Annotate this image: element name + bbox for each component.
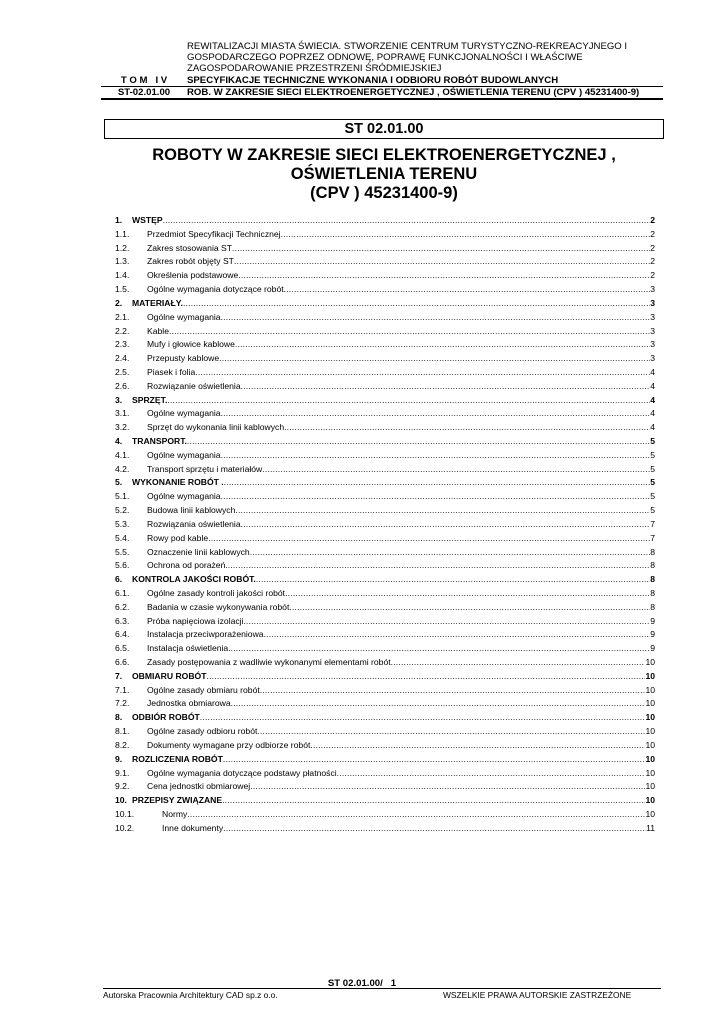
toc-entry-number: 6.1. <box>115 587 130 598</box>
toc-entry-page: 10 <box>645 670 655 681</box>
toc-entry[interactable] <box>115 601 655 615</box>
toc-dot-leader <box>310 739 645 753</box>
toc-entry-title: Piasek i folia <box>147 366 196 377</box>
toc-entry[interactable] <box>115 352 655 366</box>
toc-dot-leader <box>256 573 650 587</box>
toc-entry-title: WSTĘP <box>132 215 163 225</box>
toc-entry[interactable] <box>115 615 655 629</box>
toc-dot-leader <box>223 822 646 836</box>
toc-dot-leader <box>234 255 650 269</box>
toc-entry[interactable] <box>115 767 655 781</box>
toc-entry-title: Normy <box>162 808 188 819</box>
toc-entry[interactable] <box>115 753 655 767</box>
toc-entry-title: Inne dokumenty <box>162 822 224 833</box>
toc-dot-leader <box>187 808 645 822</box>
toc-entry[interactable] <box>115 242 655 256</box>
toc-entry[interactable] <box>115 297 655 311</box>
toc-entry[interactable] <box>115 283 655 297</box>
toc-entry[interactable] <box>115 780 655 794</box>
toc-entry-title: Zakres stosowania ST <box>147 242 233 253</box>
toc-entry[interactable] <box>115 449 655 463</box>
document-title-line: OŚWIETLENIA TERENU <box>290 165 478 183</box>
header-project-line: REWITALIZACJI MIASTA ŚWIECIA. STWORZENIE CENTRUM TURYSTYCZNO-REKREACYJNEGO I <box>187 41 628 52</box>
toc-entry-title: ROZLICZENIA ROBÓT <box>132 753 223 764</box>
toc-dot-leader <box>195 366 650 380</box>
toc-dot-leader <box>289 601 650 615</box>
toc-entry-title: OBMIARU ROBÓT <box>132 670 207 681</box>
toc-entry-page: 10 <box>645 781 655 792</box>
toc-entry-number: 6.5. <box>115 643 130 654</box>
toc-entry[interactable] <box>115 573 655 587</box>
toc-dot-leader <box>221 490 651 504</box>
toc-entry-number: 10.2. <box>115 822 135 833</box>
toc-entry-number: 2.5. <box>115 366 130 377</box>
toc-entry-page: 4 <box>650 408 655 419</box>
toc-entry-title: SPRZĘT. <box>132 394 168 405</box>
toc-dot-leader <box>224 476 651 490</box>
toc-dot-leader <box>235 338 650 352</box>
toc-entry-page: 11 <box>646 822 655 833</box>
toc-dot-leader <box>260 684 646 698</box>
toc-entry-title: ODBIÓR ROBÓT <box>132 712 200 723</box>
toc-dot-leader <box>219 352 650 366</box>
document-title-line: ROBOTY W ZAKRESIE SIECI ELEKTROENERGETYCZNEJ , <box>152 146 616 164</box>
toc-entry-number: 4.1. <box>115 449 130 460</box>
toc-entry-number: 9. <box>115 753 123 764</box>
toc-entry-page: 4 <box>650 366 655 377</box>
toc-entry-title: Zasady postępowania z wadliwie wykonanymi elementami robót <box>147 657 391 667</box>
toc-dot-leader <box>200 711 646 725</box>
toc-entry[interactable] <box>115 380 655 394</box>
toc-entry-number: 10.1. <box>115 808 135 819</box>
toc-entry[interactable] <box>115 463 655 477</box>
toc-entry-page: 10 <box>645 795 655 806</box>
toc-entry-number: 2.2. <box>115 325 130 336</box>
toc-entry-page: 2 <box>650 242 655 253</box>
toc-entry-page: 5 <box>650 491 655 502</box>
toc-entry-page: 4 <box>650 422 655 433</box>
document-title <box>104 146 664 203</box>
toc-entry-page: 3 <box>650 353 655 364</box>
toc-entry-number: 5. <box>115 477 123 488</box>
toc-entry-number: 1.4. <box>115 270 130 281</box>
toc-dot-leader <box>187 435 650 449</box>
toc-entry-title: Cena jednostki obmiarowej <box>147 781 251 792</box>
toc-dot-leader <box>221 311 651 325</box>
toc-entry[interactable] <box>115 435 655 449</box>
toc-entry[interactable] <box>115 228 655 242</box>
header-code-row <box>101 87 663 100</box>
toc-entry-number: 4.2. <box>115 463 130 474</box>
toc-entry[interactable] <box>115 490 655 504</box>
toc-entry-page: 3 <box>650 325 655 336</box>
toc-entry-page: 7 <box>650 518 655 529</box>
toc-entry-page: 8 <box>650 546 655 557</box>
toc-entry-number: 1.1. <box>115 228 130 239</box>
toc-dot-leader <box>391 656 646 670</box>
toc-entry-page: 8 <box>650 560 655 571</box>
toc-entry-title: Oznaczenie linii kablowych <box>147 546 250 557</box>
toc-entry-page: 3 <box>650 284 655 295</box>
toc-entry-page: 10 <box>645 753 655 764</box>
document-title-line: (CPV ) 45231400-9) <box>310 184 458 202</box>
toc-entry-number: 2. <box>115 297 123 308</box>
toc-entry-number: 6.2. <box>115 601 130 612</box>
toc-entry-title: Ogólne wymagania <box>147 311 221 322</box>
toc-dot-leader <box>231 642 651 656</box>
toc-entry-page: 8 <box>650 587 655 598</box>
toc-dot-leader <box>228 559 650 573</box>
toc-entry-number: 2.1. <box>115 311 130 322</box>
toc-entry-page: 10 <box>645 684 655 695</box>
toc-entry-title: Ochrona od porażeń. <box>147 560 228 571</box>
toc-entry-page: 5 <box>650 463 655 474</box>
document-header <box>101 41 663 100</box>
toc-entry-title: Ogólne wymagania dotyczące podstawy płatności <box>147 767 337 778</box>
toc-entry-number: 4. <box>115 436 123 446</box>
toc-entry-number: 9.1. <box>115 767 130 778</box>
toc-entry-page: 4 <box>650 380 655 391</box>
toc-entry-title: Rozwiązania oświetlenia <box>147 518 241 529</box>
toc-entry[interactable] <box>115 476 655 490</box>
toc-entry-page: 10 <box>645 739 655 750</box>
toc-dot-leader <box>250 546 651 560</box>
toc-entry-page: 3 <box>650 339 655 350</box>
toc-entry-title: Rozwiązanie oświetlenia <box>147 380 241 391</box>
header-project-line: GOSPODARCZEGO POPRZEZ ODNOWĘ, POPRAWĘ FUNKCJONALNOŚCI I WŁAŚCIWE <box>187 52 583 64</box>
toc-entry[interactable] <box>115 684 655 698</box>
toc-entry-number: 5.4. <box>115 532 130 543</box>
toc-entry-title: Kable <box>147 325 169 336</box>
toc-entry-number: 3.2. <box>115 422 130 433</box>
toc-entry[interactable] <box>115 587 655 601</box>
toc-entry[interactable] <box>115 325 655 339</box>
toc-dot-leader <box>235 504 650 518</box>
toc-entry-number: 9.2. <box>115 781 130 792</box>
toc-entry[interactable] <box>115 725 655 739</box>
toc-entry-page: 7 <box>650 532 655 543</box>
toc-entry-title: MATERIAŁY. <box>132 297 183 308</box>
toc-entry-number: 1.3. <box>115 256 130 267</box>
toc-entry-number: 2.4. <box>115 353 130 364</box>
toc-entry[interactable] <box>115 421 655 435</box>
toc-dot-leader <box>250 780 645 794</box>
footer-divider <box>103 988 661 989</box>
toc-entry-title: WYKONANIE ROBÓT . <box>132 477 224 488</box>
toc-entry[interactable] <box>115 739 655 753</box>
header-tom-row <box>101 75 663 87</box>
toc-dot-leader <box>206 670 645 684</box>
toc-entry-page: 3 <box>650 297 655 308</box>
toc-dot-leader <box>183 297 650 311</box>
toc-entry-title: Ogólne zasady odbioru robót <box>147 726 258 737</box>
toc-entry[interactable] <box>115 394 655 408</box>
header-project-row-2 <box>101 52 663 63</box>
header-scope: ROB. W ZAKRESIE SIECI ELEKTROENERGETYCZNEJ , OŚWIETLENIA TERENU (CPV ) 45231400-9) <box>187 86 640 98</box>
toc-entry-number: 7.1. <box>115 684 130 695</box>
toc-entry-page: 10 <box>645 726 655 737</box>
header-project-row-3 <box>101 63 663 74</box>
toc-entry-number: 8.2. <box>115 739 130 750</box>
toc-dot-leader <box>238 269 650 283</box>
toc-entry-number: 2.3. <box>115 339 130 350</box>
toc-entry-page: 5 <box>650 477 655 488</box>
table-of-contents <box>115 214 655 836</box>
toc-entry-title: Badania w czasie wykonywania robót <box>147 601 290 612</box>
toc-entry-title: Zakres robót objęty ST <box>147 256 234 267</box>
toc-entry-title: Przedmiot Specyfikacji Technicznej <box>147 228 281 239</box>
toc-entry[interactable] <box>115 518 655 532</box>
toc-dot-leader <box>232 242 650 256</box>
toc-entry-page: 10 <box>645 657 655 667</box>
toc-entry-title: Określenia podstawowe <box>147 270 239 281</box>
toc-entry-title: Ogólne wymagania <box>147 491 221 502</box>
toc-dot-leader <box>163 214 651 228</box>
toc-entry-title: Instalacja oświetlenia. <box>147 643 231 654</box>
toc-entry-page: 10 <box>645 698 655 709</box>
toc-entry-title: PRZEPISY ZWIĄZANE <box>132 795 223 806</box>
toc-dot-leader <box>241 518 651 532</box>
toc-entry-number: 6.4. <box>115 629 130 640</box>
toc-entry[interactable] <box>115 255 655 269</box>
toc-entry-page: 4 <box>650 394 655 405</box>
toc-entry-page: 8 <box>650 601 655 612</box>
toc-entry-number: 6. <box>115 574 123 585</box>
toc-entry-title: Sprzęt do wykonania linii kablowych <box>147 422 285 433</box>
toc-entry-number: 7. <box>115 670 123 681</box>
toc-entry-number: 8.1. <box>115 726 130 737</box>
toc-entry-number: 3.1. <box>115 408 130 419</box>
toc-entry-number: 8. <box>115 712 123 723</box>
page-number: ST 02.01.00/ 1 <box>327 978 397 989</box>
toc-dot-leader <box>223 753 646 767</box>
toc-entry[interactable] <box>115 670 655 684</box>
toc-entry-title: Rowy pod kable <box>147 532 209 543</box>
toc-entry[interactable] <box>115 642 655 656</box>
toc-entry-page: 9 <box>650 643 655 654</box>
toc-entry-page: 8 <box>650 574 655 585</box>
toc-entry-page: 3 <box>650 311 655 322</box>
toc-entry[interactable] <box>115 407 655 421</box>
footer-copyright: WSZELKIE PRAWA AUTORSKIE ZASTRZEŻONE <box>443 990 632 1000</box>
toc-entry-page: 9 <box>650 615 655 626</box>
toc-entry[interactable] <box>115 711 655 725</box>
toc-entry-title: Instalacja przeciwporażeniowa <box>147 629 264 640</box>
toc-entry-title: TRANSPORT. <box>132 436 187 446</box>
toc-entry-page: 5 <box>650 449 655 460</box>
toc-entry-page: 2 <box>650 270 655 281</box>
header-code: ST-02.01.00 <box>117 86 171 98</box>
toc-entry[interactable] <box>115 656 655 670</box>
header-project-row-1 <box>101 41 663 52</box>
toc-entry-number: 5.1. <box>115 491 130 502</box>
toc-entry[interactable] <box>115 214 655 228</box>
toc-entry-number: 1.5. <box>115 284 130 295</box>
toc-dot-leader <box>284 421 650 435</box>
toc-entry[interactable] <box>115 559 655 573</box>
toc-dot-leader <box>285 587 650 601</box>
toc-entry[interactable] <box>115 338 655 352</box>
toc-entry-title: Transport sprzętu i materiałów <box>147 463 263 474</box>
toc-entry-title: Ogólne zasady kontroli jakości robót <box>147 587 286 598</box>
toc-dot-leader <box>241 380 651 394</box>
toc-entry-page: 5 <box>650 505 655 516</box>
toc-entry[interactable] <box>115 808 655 822</box>
toc-entry-number: 6.6. <box>115 657 130 667</box>
toc-entry-title: Ogólne zasady obmiaru robót <box>147 684 260 695</box>
toc-entry[interactable] <box>115 366 655 380</box>
toc-dot-leader <box>169 325 650 339</box>
toc-entry[interactable] <box>115 504 655 518</box>
toc-entry[interactable] <box>115 311 655 325</box>
toc-dot-leader <box>208 532 650 546</box>
toc-entry-title: KONTROLA JAKOŚCI ROBÓT. <box>132 574 256 585</box>
toc-entry[interactable] <box>115 269 655 283</box>
toc-entry-number: 3. <box>115 394 123 405</box>
toc-entry-number: 1.2. <box>115 242 130 253</box>
toc-entry-page: 9 <box>650 629 655 640</box>
header-project-line: ZAGOSPODAROWANIE PRZESTRZENI ŚRÓDMIEJSKIEJ <box>187 63 442 75</box>
toc-dot-leader <box>167 394 650 408</box>
toc-entry-title: Ogólne wymagania <box>147 449 221 460</box>
toc-entry-number: 10. <box>115 795 127 806</box>
toc-dot-leader <box>281 228 651 242</box>
toc-entry[interactable] <box>115 532 655 546</box>
toc-entry-number: 7.2. <box>115 698 130 709</box>
toc-entry[interactable] <box>115 822 655 836</box>
toc-entry-title: Dokumenty wymagane przy odbiorze robót <box>147 739 311 750</box>
toc-dot-leader <box>221 449 651 463</box>
toc-entry[interactable] <box>115 628 655 642</box>
toc-entry[interactable] <box>115 697 655 711</box>
toc-entry-title: Budowa linii kablowych <box>147 505 236 516</box>
document-code-box: ST 02.01.00 <box>104 119 664 139</box>
toc-entry-title: Próba napięciowa izolacji. <box>147 615 246 626</box>
toc-dot-leader <box>221 407 651 421</box>
header-spec-title: SPECYFIKACJE TECHNICZNE WYKONANIA I ODBIORU ROBÓT BUDOWLANYCH <box>187 74 559 86</box>
toc-dot-leader <box>262 463 650 477</box>
toc-entry-page: 2 <box>650 215 655 225</box>
toc-dot-leader <box>231 697 646 711</box>
toc-entry-number: 5.3. <box>115 518 130 529</box>
toc-dot-leader <box>284 283 651 297</box>
toc-entry-page: 5 <box>650 436 655 446</box>
toc-entry-page: 10 <box>645 767 655 778</box>
toc-entry-number: 5.2. <box>115 505 130 516</box>
toc-entry-number: 5.5. <box>115 546 130 557</box>
toc-entry[interactable] <box>115 546 655 560</box>
header-tom-label: T O M I V <box>120 74 168 86</box>
toc-dot-leader <box>246 615 650 629</box>
toc-entry-page: 2 <box>650 256 655 267</box>
toc-entry-title: Jednostka obmiarowa <box>147 698 231 709</box>
toc-entry-title: Ogólne wymagania <box>147 408 221 419</box>
toc-entry-title: Mufy i głowice kablowe <box>147 339 235 350</box>
footer-company: Autorska Pracownia Architektury CAD sp.z o.o. <box>103 990 278 1000</box>
toc-dot-leader <box>257 725 645 739</box>
toc-entry-page: 10 <box>645 808 655 819</box>
toc-dot-leader <box>222 794 645 808</box>
toc-dot-leader <box>337 767 646 781</box>
toc-entry-title: Przepusty kablowe <box>147 353 220 364</box>
toc-dot-leader <box>264 628 651 642</box>
toc-entry-number: 1. <box>115 215 123 225</box>
toc-entry-title: Ogólne wymagania dotyczące robót <box>147 284 284 295</box>
toc-entry-page: 2 <box>650 228 655 239</box>
toc-entry-page: 10 <box>645 712 655 723</box>
toc-entry-number: 2.6. <box>115 380 130 391</box>
toc-entry-number: 5.6. <box>115 560 130 571</box>
toc-entry-number: 6.3. <box>115 615 130 626</box>
toc-entry[interactable] <box>115 794 655 808</box>
